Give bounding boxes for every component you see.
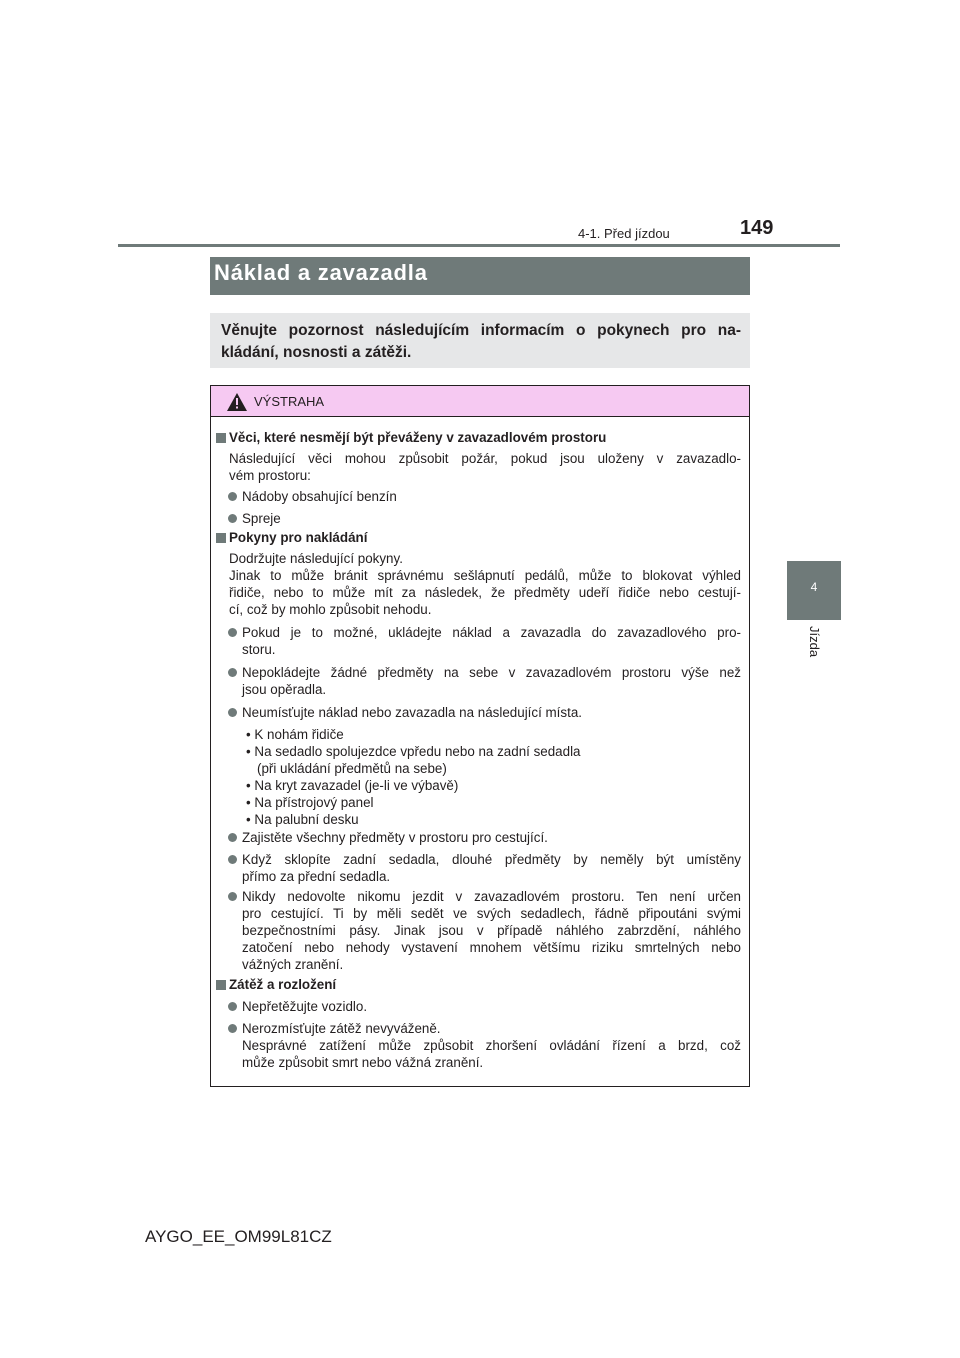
warning-line: storu. <box>242 642 276 657</box>
header-rule <box>118 244 840 247</box>
warning-line: Nikdy nedovolte nikomu jezdit v zavazadlovém prostoru. Ten není určen <box>242 889 741 904</box>
warning-line: • Na přístrojový panel <box>246 795 374 810</box>
warning-line: Když sklopíte zadní sedadla, dlouhé předměty by neměly být umístěny <box>242 852 741 867</box>
round-bullet-icon <box>228 855 237 864</box>
warning-line: cí, což by mohlo způsobit nehodu. <box>229 602 432 617</box>
warning-header <box>211 386 749 417</box>
warning-line: Nerozmísťujte zátěž nevyváženě. <box>242 1021 441 1036</box>
round-bullet-icon <box>228 668 237 677</box>
page-number: 149 <box>740 217 774 239</box>
warning-line: pro cestující. Ti by měli sedět ve svých sedadlech, řádně připoutáni svými <box>242 906 741 921</box>
document-code: AYGO_EE_OM99L81CZ <box>145 1227 332 1246</box>
warning-line: Pokyny pro nakládání <box>229 530 368 545</box>
warning-line: • K nohám řidiče <box>246 727 344 742</box>
chapter-tab <box>787 561 841 620</box>
warning-box <box>210 385 750 1087</box>
warning-line: Nepřetěžujte vozidlo. <box>242 999 368 1014</box>
section-title: 4-1. Před jízdou <box>578 226 670 241</box>
square-bullet-icon <box>216 433 226 443</box>
round-bullet-icon <box>228 1002 237 1011</box>
warning-line: zatočení nebo nehody vystavení mnohem většímu riziku smrtelných nebo <box>242 940 741 955</box>
warning-line: řidiče, nebo to může mít za následek, že předměty udeří řidiče nebo cestují- <box>229 585 741 600</box>
warning-heading: VÝSTRAHA <box>254 394 325 409</box>
round-bullet-icon <box>228 892 237 901</box>
round-bullet-icon <box>228 492 237 501</box>
warning-line: vážných zranění. <box>242 957 344 972</box>
warning-line: • Na sedadlo spolujezdce vpředu nebo na zadní sedadla <box>246 744 581 759</box>
round-bullet-icon <box>228 708 237 717</box>
warning-line: Jinak to může bránit správnému sešlápnutí pedálů, může to blokovat výhled <box>229 568 741 583</box>
warning-line: • Na kryt zavazadel (je-li ve výbavě) <box>246 778 459 793</box>
warning-line: jsou opěradla. <box>242 682 327 697</box>
warning-line: • Na palubní desku <box>246 812 359 827</box>
warning-line: Nádoby obsahující benzín <box>242 489 397 504</box>
warning-line: (při ukládání předmětů na sebe) <box>257 761 447 776</box>
round-bullet-icon <box>228 1024 237 1033</box>
warning-line: Následující věci mohou způsobit požár, pokud jsou uloženy v zavazadlo- <box>229 451 741 466</box>
warning-line: Nepokládejte žádné předměty na sebe v zavazadlovém prostoru výše než <box>242 665 741 680</box>
title-bar <box>210 257 750 295</box>
warning-line: Spreje <box>242 511 281 526</box>
chapter-number: 4 <box>810 580 818 594</box>
page-title: Náklad a zavazadla <box>214 260 428 285</box>
warning-line: Věci, které nesmějí být převáženy v zavazadlovém prostoru <box>229 430 607 445</box>
round-bullet-icon <box>228 833 237 842</box>
warning-line: může způsobit smrt nebo vážná zranění. <box>242 1055 484 1070</box>
warning-line: vém prostoru: <box>229 468 311 483</box>
warning-line: Dodržujte následující pokyny. <box>229 551 403 566</box>
warning-line: bezpečnostními pásy. Jinak jsou v případě náhlého zabrzdění, náhlého <box>242 923 741 938</box>
chapter-label-text: Jízda <box>807 626 822 658</box>
warning-triangle-icon <box>227 393 247 411</box>
warning-line: Zátěž a rozložení <box>229 977 337 992</box>
warning-line: Zajistěte všechny předměty v prostoru pro cestující. <box>242 830 548 845</box>
intro-text: Věnujte pozornost následujícím informacím o pokynech pro na-kládání, nosnosti a zátěži. <box>221 322 741 361</box>
square-bullet-icon <box>216 533 226 543</box>
chapter-label <box>805 624 825 674</box>
square-bullet-icon <box>216 980 226 990</box>
round-bullet-icon <box>228 514 237 523</box>
warning-line: Pokud je to možné, ukládejte náklad a zavazadla do zavazadlového pro- <box>242 625 741 640</box>
intro-box <box>210 313 750 368</box>
round-bullet-icon <box>228 628 237 637</box>
warning-line: Nesprávné zatížení může způsobit zhoršení ovládání řízení a brzd, což <box>242 1038 741 1053</box>
warning-line: Neumísťujte náklad nebo zavazadla na následující místa. <box>242 705 582 720</box>
warning-line: přímo za přední sedadla. <box>242 869 391 884</box>
